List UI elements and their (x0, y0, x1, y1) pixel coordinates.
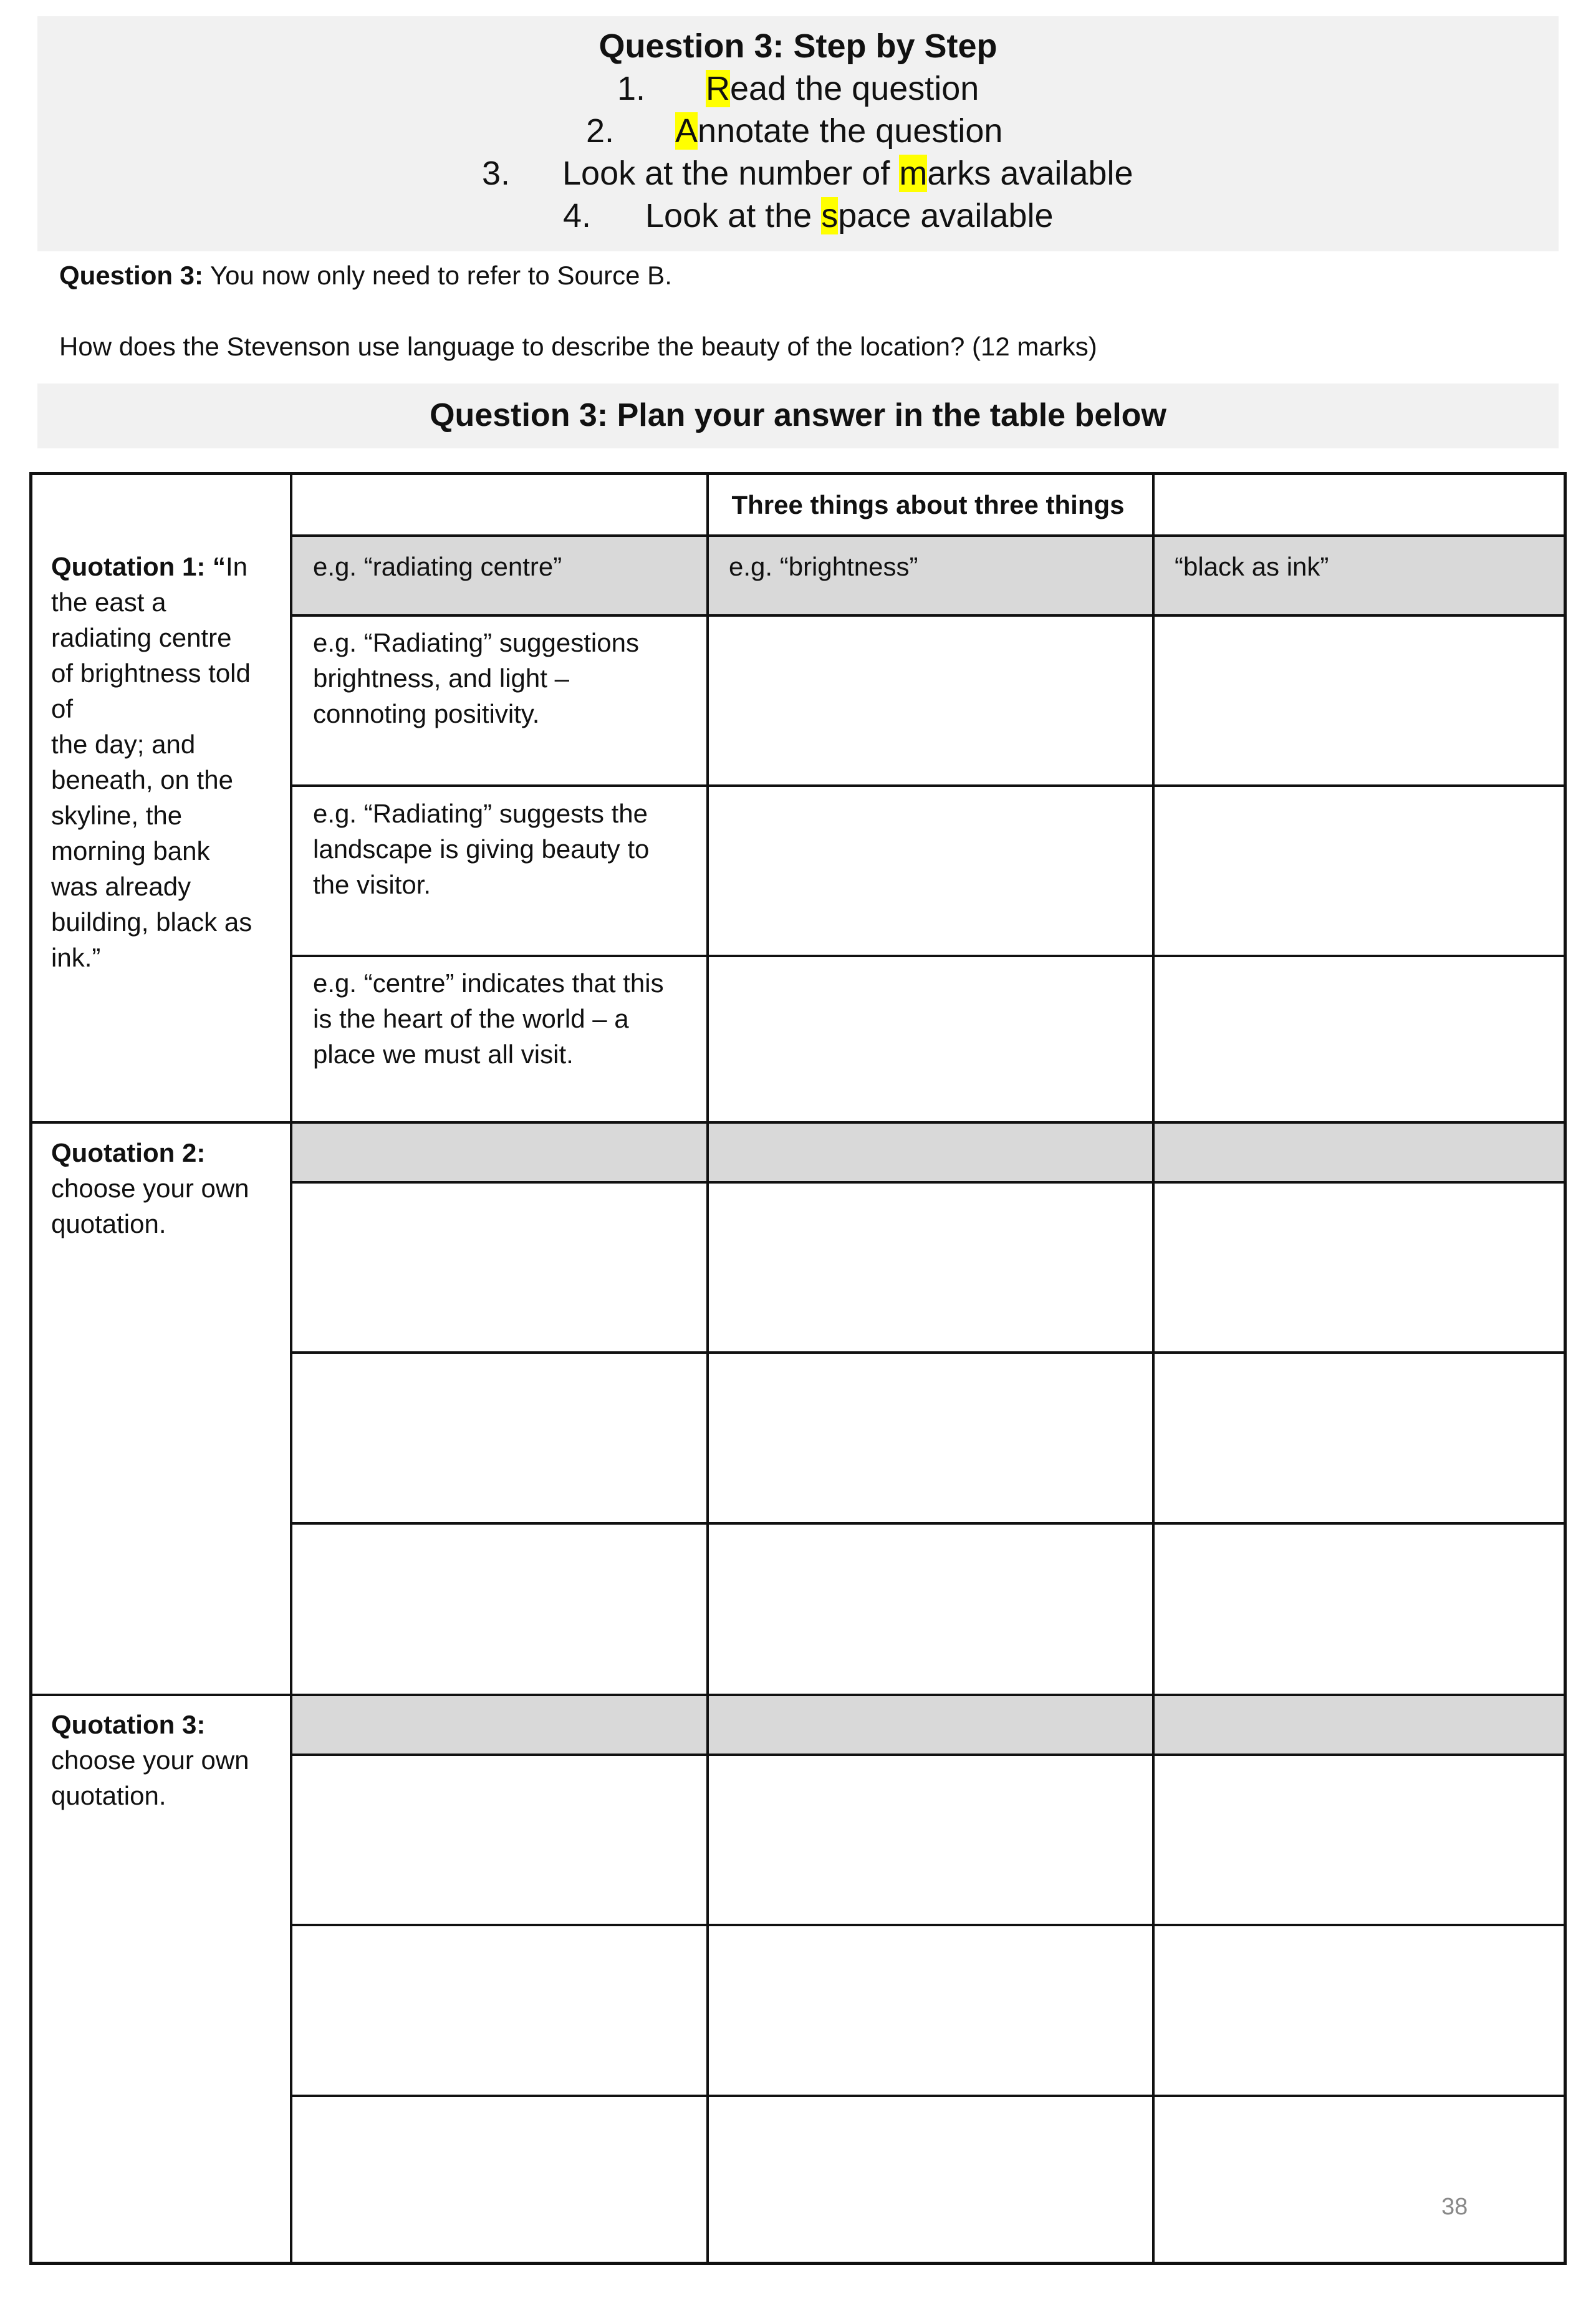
grid-line (706, 475, 709, 2262)
focus-cell-2: e.g. “brightness” (729, 552, 918, 581)
planning-table (29, 472, 1567, 2265)
quotation-1-cell (51, 549, 282, 975)
step-text (675, 110, 1002, 152)
grid-line (32, 1121, 1564, 1124)
note-cell: e.g. “Radiating” suggestions brightness, and light – connoting positivity. (313, 628, 639, 728)
grid-line (290, 1924, 1564, 1926)
step-rest: arks available (927, 155, 1133, 192)
grid-line (290, 1351, 1564, 1354)
step-highlight: m (899, 155, 928, 192)
grid-line (1152, 475, 1155, 2262)
step-rest: ead the question (730, 70, 979, 107)
step-before: Look at the (645, 197, 822, 234)
grid-line (290, 1181, 1564, 1184)
quotation-3-cell (51, 1707, 282, 1813)
quotation-2-text: choose your own quotation. (51, 1174, 249, 1238)
steps-title: Question 3: Step by Step (598, 27, 998, 65)
step-rest: pace available (838, 197, 1054, 234)
step-text (706, 67, 979, 110)
quotation-2-label: Quotation 2: (51, 1138, 206, 1167)
plan-title: Question 3: Plan your answer in the table below (430, 397, 1166, 433)
grid-line (290, 614, 1564, 617)
step-item-2 (0, 110, 1596, 152)
question-prompt: How does the Stevenson use language to describe the beauty of the location? (12 marks) (59, 332, 1097, 361)
note-cell: e.g. “centre” indicates that this is the heart of the world – a place we must all visit. (313, 968, 664, 1069)
quotation-3-label: Quotation 3: (51, 1710, 206, 1739)
grid-line (290, 784, 1564, 787)
note-cell: e.g. “Radiating” suggests the landscape is giving beauty to the visitor. (313, 799, 650, 899)
grid-line (290, 2095, 1564, 2097)
question-instruction-text: You now only need to refer to Source B. (203, 261, 672, 290)
step-text (645, 195, 1053, 237)
quotation-1-text: In the east a radiating centre of brightness told of the day; and beneath, on the skyline, the morning bank was already building, black as ink.” (51, 552, 252, 972)
grid-line (290, 1522, 1564, 1525)
grid-line (290, 1754, 1564, 1756)
focus-row-shade-2 (292, 1124, 1564, 1181)
step-text (562, 152, 1133, 195)
step-number: 4. (562, 197, 591, 234)
table-header: Three things about three things (731, 490, 1125, 519)
focus-cell-3: “black as ink” (1175, 552, 1329, 581)
focus-cell-1: e.g. “radiating centre” (313, 552, 562, 581)
step-number: 1. (617, 70, 645, 107)
step-highlight: s (821, 197, 839, 234)
question-instruction (59, 258, 672, 293)
step-highlight: A (675, 112, 698, 150)
step-item-4 (0, 195, 1596, 237)
question-label: Question 3: (59, 261, 204, 290)
quotation-3-text: choose your own quotation. (51, 1745, 249, 1810)
grid-line (290, 955, 1564, 957)
step-number: 3. (481, 155, 510, 192)
page-number: 38 (1441, 2194, 1468, 2220)
step-before: Look at the number of (562, 155, 900, 192)
step-number: 2. (585, 112, 614, 150)
quotation-1-label: Quotation 1: “ (51, 552, 226, 581)
step-item-1 (0, 67, 1596, 110)
step-highlight: R (706, 70, 730, 107)
grid-line (290, 475, 292, 2262)
grid-line (290, 534, 1564, 537)
step-item-3 (0, 152, 1596, 195)
focus-row-shade-3 (292, 1696, 1564, 1754)
quotation-2-cell (51, 1135, 282, 1242)
step-rest: nnotate the question (698, 112, 1003, 150)
grid-line (32, 1694, 1564, 1696)
